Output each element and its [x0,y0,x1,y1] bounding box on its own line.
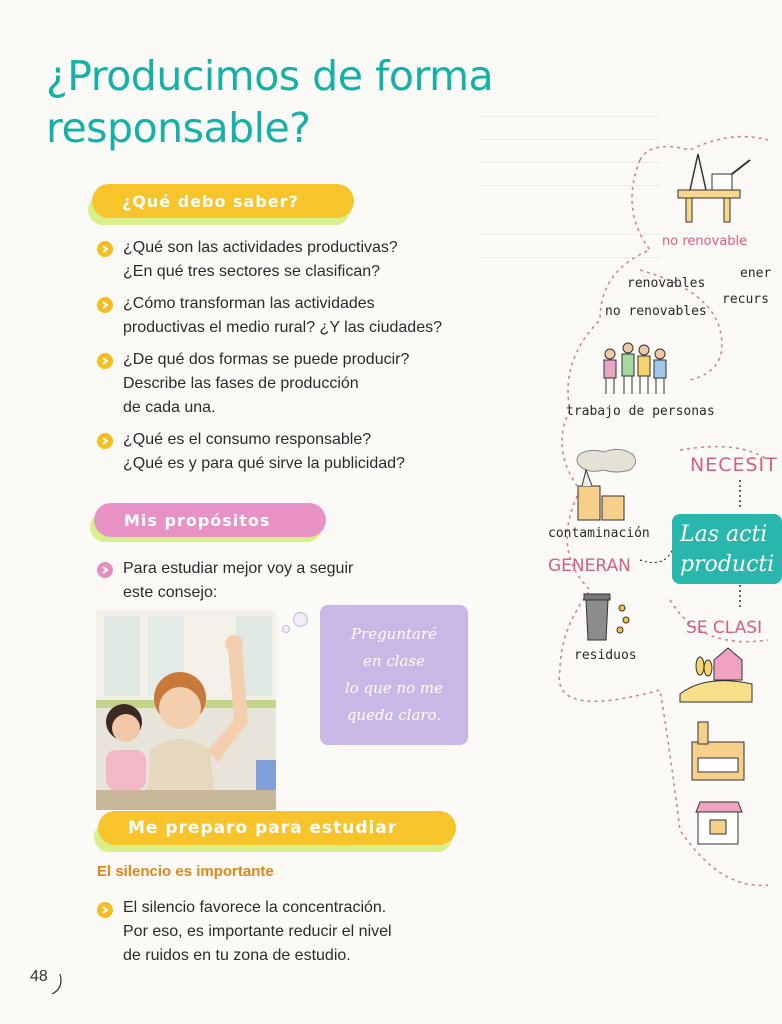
question-item: ¿De qué dos formas se puede producir? Describe las fases de producción de cada una. [123,351,410,416]
advice-thought-bubble: Preguntaré en clase lo que no me queda claro. [320,605,468,745]
chevron-right-icon [97,241,113,257]
map-label-necesit: NECESIT [690,454,778,476]
section-banner-goals: Mis propósitos [94,503,326,537]
map-label-no-renovable: no renovable [662,234,748,249]
industry-icon [688,718,748,782]
map-label-se-clasi: SE CLASI [686,618,763,638]
map-label-generan: GENERAN [548,556,631,576]
chevron-right-icon [97,297,113,313]
page-corner-icon [46,972,66,998]
map-label-residuos: residuos [574,648,637,663]
map-label-renovables: renovables [627,276,706,291]
shop-icon [694,798,744,846]
map-label-contaminacion: contaminación [548,526,650,541]
question-item: ¿Cómo transforman las actividades productivas el medio rural? ¿Y las ciudades? [123,295,442,336]
map-label-ener: ener [740,266,772,281]
farm-icon [676,644,756,702]
map-label-trabajo: trabajo de personas [566,404,715,419]
section-banner-prepare: Me preparo para estudiar [98,811,456,845]
chevron-right-icon [97,353,113,369]
question-item: ¿Qué es el consumo responsable? ¿Qué es y para qué sirve la publicidad? [123,431,405,472]
page-number: 48 [30,968,48,985]
page-title: ¿Producimos de forma responsable? [46,52,494,152]
chevron-right-icon [97,562,113,578]
goal-item: Para estudiar mejor voy a seguir este consejo: [123,560,354,601]
map-label-no-renovables: no renovables [605,304,707,319]
question-item: ¿Qué son las actividades productivas? ¿En qué tres sectores se clasifican? [123,239,398,280]
people-group-icon [598,340,674,396]
chevron-right-icon [97,433,113,449]
oil-platform-icon [674,150,754,225]
factory-smoke-icon [570,448,642,522]
thought-dot [293,612,308,627]
subheading: El silencio es importante [97,863,274,880]
concept-map-main-box: Las acti producti [672,514,782,584]
classroom-photo [96,610,276,810]
thought-dot [282,625,290,633]
prepare-item: El silencio favorece la concentración. Por eso, es importante reducir el nivel de ruidos en tu zona de estudio. [123,899,392,964]
section-banner-know: ¿Qué debo saber? [92,184,354,218]
map-label-recurs: recurs [722,292,769,307]
trash-can-icon [576,586,636,642]
chevron-right-icon [97,902,113,918]
